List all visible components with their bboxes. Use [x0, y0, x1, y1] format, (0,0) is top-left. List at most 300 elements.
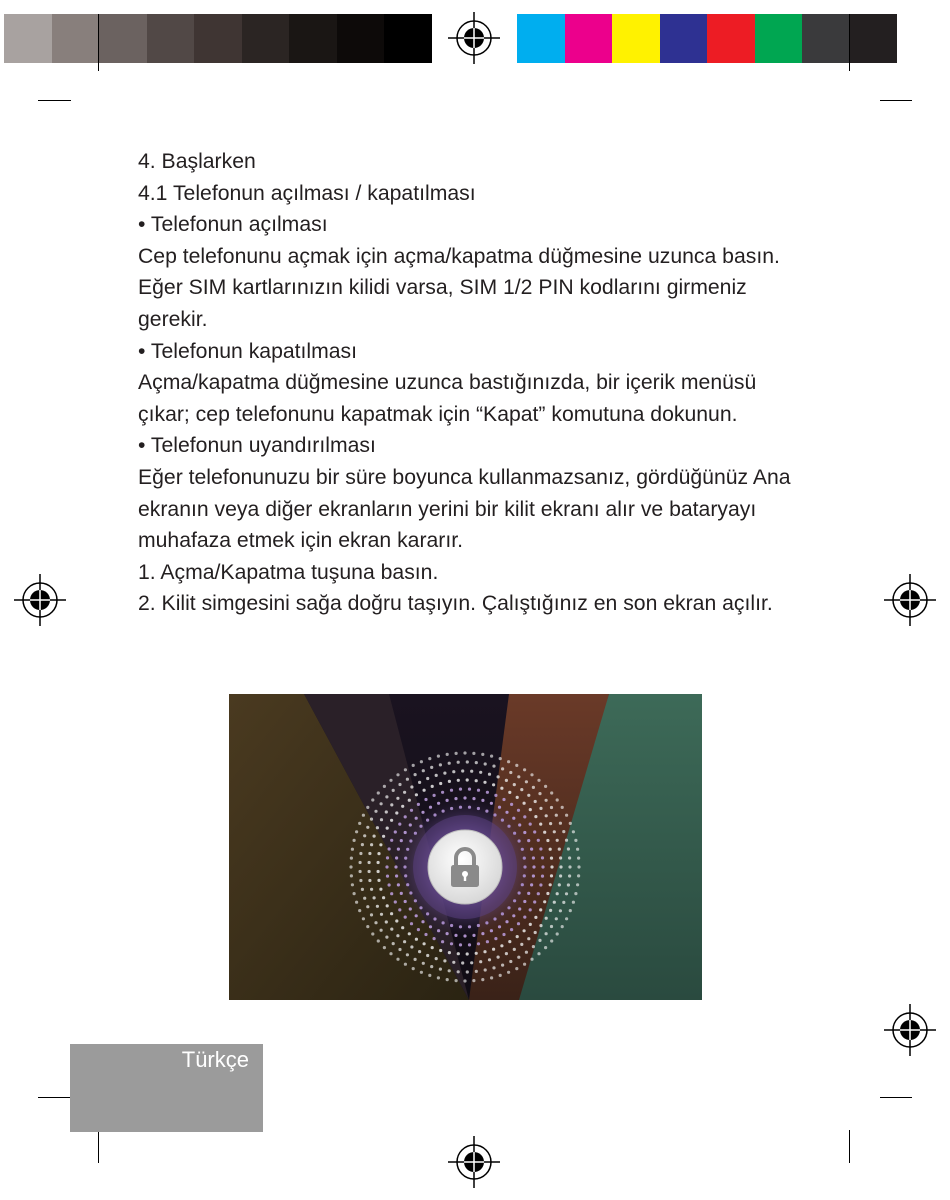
- ring-dot: [520, 943, 523, 946]
- ring-dot: [430, 766, 433, 769]
- ring-dot: [390, 803, 393, 806]
- crop-mark: [849, 14, 850, 71]
- ring-dot: [359, 879, 362, 882]
- ring-dot: [415, 938, 418, 941]
- ring-dot: [380, 913, 383, 916]
- ring-dot: [433, 937, 436, 940]
- ring-dot: [501, 964, 504, 967]
- ring-dot: [353, 892, 356, 895]
- color-swatch: [802, 14, 850, 63]
- ring-dot: [550, 857, 553, 860]
- manual-section: [138, 146, 798, 620]
- ring-dot: [549, 883, 552, 886]
- color-swatch: [337, 14, 385, 63]
- color-swatch: [194, 14, 242, 63]
- color-swatch: [384, 14, 432, 63]
- ring-dot: [539, 823, 542, 826]
- ring-dot: [475, 952, 478, 955]
- color-swatch: [52, 14, 100, 63]
- ring-dot: [508, 791, 511, 794]
- ring-dot: [534, 916, 537, 919]
- ring-dot: [545, 814, 548, 817]
- ring-dot: [486, 940, 489, 943]
- ring-dot: [371, 932, 374, 935]
- ring-dot: [494, 937, 497, 940]
- lock-screen-image: [229, 694, 702, 1000]
- ring-dot: [388, 847, 391, 850]
- ring-dot: [546, 892, 549, 895]
- ring-dot: [395, 919, 398, 922]
- ring-dot: [562, 901, 565, 904]
- ring-dot: [569, 822, 572, 825]
- ring-dot: [539, 908, 542, 911]
- wake-title: • Telefonun uyandırılması: [138, 434, 376, 458]
- ring-dot: [527, 937, 530, 940]
- crop-mark: [880, 1097, 912, 1098]
- ring-dot: [423, 789, 426, 792]
- ring-dot: [382, 896, 385, 899]
- ring-dot: [475, 761, 478, 764]
- ring-dot: [377, 861, 380, 864]
- ring-dot: [532, 945, 535, 948]
- ring-dot: [468, 788, 471, 791]
- crop-mark: [38, 100, 71, 101]
- ring-dot: [414, 773, 417, 776]
- color-calibration-bar: [517, 14, 897, 63]
- ring-dot: [443, 772, 446, 775]
- ring-dot: [515, 764, 518, 767]
- color-swatch: [707, 14, 755, 63]
- ring-dot: [517, 956, 520, 959]
- ring-dot: [373, 896, 376, 899]
- ring-dot: [395, 811, 398, 814]
- ring-dot: [418, 950, 421, 953]
- ring-dot: [549, 909, 552, 912]
- ring-dot: [463, 751, 466, 754]
- grayscale-calibration-bar: [4, 14, 432, 63]
- ring-dot: [508, 940, 511, 943]
- ring-dot: [472, 752, 475, 755]
- ring-dot: [380, 802, 383, 805]
- crop-mark: [38, 1097, 71, 1098]
- registration-mark-icon: [14, 574, 66, 626]
- ring-dot: [404, 768, 407, 771]
- ring-dot: [441, 791, 444, 794]
- ring-dot: [366, 826, 369, 829]
- ring-dot: [499, 974, 502, 977]
- ring-dot: [483, 781, 486, 784]
- ring-dot: [376, 905, 379, 908]
- ring-dot: [567, 847, 570, 850]
- ring-dot: [390, 892, 393, 895]
- ring-dot: [370, 913, 373, 916]
- ring-dot: [351, 848, 354, 851]
- ring-dot: [368, 879, 371, 882]
- ring-dot: [492, 765, 495, 768]
- ring-dot: [574, 839, 577, 842]
- ring-dot: [380, 818, 383, 821]
- ring-dot: [569, 909, 572, 912]
- step-2: 2. Kilit simgesini sağa doğru taşıyın. Çalıştığınız en son ekran açılır.: [138, 592, 773, 616]
- ring-dot: [559, 856, 562, 859]
- ring-dot: [414, 958, 417, 961]
- ring-dot: [466, 760, 469, 763]
- ring-dot: [484, 968, 487, 971]
- ring-dot: [404, 815, 407, 818]
- ring-dot: [492, 783, 495, 786]
- ring-dot: [359, 852, 362, 855]
- power-off-text: Açma/kapatma düğmesine uzunca bastığınızda, bir içerik menüsü çıkar; cep telefonunu kapatmak için “Kapat” komutuna dokunun.: [138, 371, 757, 426]
- ring-dot: [532, 786, 535, 789]
- ring-dot: [529, 823, 532, 826]
- ring-dot: [490, 976, 493, 979]
- ring-dot: [428, 757, 431, 760]
- ring-dot: [392, 942, 395, 945]
- ring-dot: [430, 965, 433, 968]
- ring-dot: [386, 875, 389, 878]
- ring-dot: [390, 928, 393, 931]
- ring-dot: [545, 917, 548, 920]
- ring-dot: [577, 874, 580, 877]
- color-swatch: [99, 14, 147, 63]
- ring-dot: [559, 822, 562, 825]
- ring-dot: [550, 806, 553, 809]
- ring-dot: [385, 810, 388, 813]
- ring-dot: [525, 780, 528, 783]
- ring-dot: [441, 940, 444, 943]
- ring-dot: [366, 905, 369, 908]
- ring-dot: [556, 798, 559, 801]
- ring-dot: [353, 839, 356, 842]
- ring-dot: [500, 787, 503, 790]
- ring-dot: [481, 753, 484, 756]
- ring-dot: [452, 961, 455, 964]
- ring-dot: [455, 979, 458, 982]
- ring-dot: [572, 830, 575, 833]
- ring-dot: [561, 806, 564, 809]
- ring-dot: [558, 883, 561, 886]
- ring-dot: [565, 814, 568, 817]
- ring-dot: [382, 835, 385, 838]
- ring-dot: [374, 810, 377, 813]
- ring-dot: [466, 952, 469, 955]
- ring-dot: [510, 928, 513, 931]
- ring-dot: [530, 773, 533, 776]
- ring-dot: [516, 935, 519, 938]
- ring-dot: [406, 778, 409, 781]
- ring-dot: [379, 888, 382, 891]
- ring-dot: [368, 870, 371, 873]
- ring-dot: [385, 920, 388, 923]
- ring-dot: [370, 888, 373, 891]
- ring-dot: [576, 883, 579, 886]
- power-off-title: • Telefonun kapatılması: [138, 339, 358, 363]
- ring-dot: [507, 971, 510, 974]
- ring-dot: [499, 757, 502, 760]
- language-label: Türkçe: [181, 1047, 249, 1072]
- ring-dot: [457, 952, 460, 955]
- color-swatch: [612, 14, 660, 63]
- ring-dot: [396, 773, 399, 776]
- ring-dot: [468, 943, 471, 946]
- power-on-text: Cep telefonunu açmak için açma/kapatma düğmesine uzunca basın. Eğer SIM kartlarınızın kilidi varsa, SIM 1/2 PIN kodlarını girmeniz gerekir.: [138, 244, 780, 331]
- registration-mark-icon: [884, 1004, 936, 1056]
- ring-dot: [576, 848, 579, 851]
- ring-dot: [374, 921, 377, 924]
- ring-dot: [537, 952, 540, 955]
- ring-dot: [396, 934, 399, 937]
- ring-dot: [392, 789, 395, 792]
- ring-dot: [502, 798, 505, 801]
- ring-dot: [446, 978, 449, 981]
- ring-dot: [396, 797, 399, 800]
- ring-dot: [459, 788, 462, 791]
- ring-dot: [568, 865, 571, 868]
- ring-dot: [380, 929, 383, 932]
- ring-dot: [529, 923, 532, 926]
- ring-dot: [448, 951, 451, 954]
- ring-dot: [523, 916, 526, 919]
- ring-dot: [538, 792, 541, 795]
- ring-dot: [538, 939, 541, 942]
- ring-dot: [486, 791, 489, 794]
- ring-dot: [394, 900, 397, 903]
- ring-dot: [386, 904, 389, 907]
- ring-dot: [443, 959, 446, 962]
- ring-dot: [507, 760, 510, 763]
- ring-dot: [439, 763, 442, 766]
- ring-dot: [534, 800, 537, 803]
- ring-dot: [565, 917, 568, 920]
- ring-dot: [362, 814, 365, 817]
- ring-dot: [423, 942, 426, 945]
- ring-dot: [556, 839, 559, 842]
- ring-dot: [459, 943, 462, 946]
- ring-dot: [558, 848, 561, 851]
- ring-dot: [523, 768, 526, 771]
- color-swatch: [565, 14, 613, 63]
- ring-dot: [448, 762, 451, 765]
- ring-dot: [431, 785, 434, 788]
- ring-dot: [477, 789, 480, 792]
- ring-dot: [377, 939, 380, 942]
- ring-dot: [386, 827, 389, 830]
- ring-dot: [559, 874, 562, 877]
- ring-dot: [366, 806, 369, 809]
- ring-dot: [565, 839, 568, 842]
- ring-dot: [492, 966, 495, 969]
- ring-dot: [501, 767, 504, 770]
- ring-dot: [401, 926, 404, 929]
- ring-dot: [359, 861, 362, 864]
- ring-dot: [523, 963, 526, 966]
- ring-dot: [494, 794, 497, 797]
- ring-dot: [529, 908, 532, 911]
- ring-dot: [368, 861, 371, 864]
- crop-mark: [880, 100, 912, 101]
- ring-dot: [509, 960, 512, 963]
- color-swatch: [242, 14, 290, 63]
- section-heading: 4. Başlarken: [138, 150, 256, 173]
- ring-dot: [529, 808, 532, 811]
- ring-dot: [479, 960, 482, 963]
- ring-dot: [428, 974, 431, 977]
- ring-dot: [516, 796, 519, 799]
- ring-dot: [457, 761, 460, 764]
- ring-dot: [517, 775, 520, 778]
- ring-dot: [376, 826, 379, 829]
- ring-dot: [457, 970, 460, 973]
- ring-dot: [505, 952, 508, 955]
- ring-dot: [541, 856, 544, 859]
- ring-dot: [568, 856, 571, 859]
- ring-dot: [435, 774, 438, 777]
- ring-dot: [466, 778, 469, 781]
- ring-dot: [513, 783, 516, 786]
- step-1: 1. Açma/Kapatma tuşuna basın.: [138, 560, 439, 584]
- color-swatch: [147, 14, 195, 63]
- ring-dot: [448, 780, 451, 783]
- ring-dot: [539, 883, 542, 886]
- ring-dot: [534, 931, 537, 934]
- ring-dot: [406, 953, 409, 956]
- ring-dot: [553, 901, 556, 904]
- ring-dot: [394, 830, 397, 833]
- ring-dot: [470, 961, 473, 964]
- ring-dot: [577, 857, 580, 860]
- ring-dot: [373, 835, 376, 838]
- color-swatch: [755, 14, 803, 63]
- crop-mark: [98, 14, 99, 71]
- ring-dot: [488, 958, 491, 961]
- ring-dot: [450, 942, 453, 945]
- ring-dot: [546, 839, 549, 842]
- ring-dot: [555, 917, 558, 920]
- ring-dot: [490, 755, 493, 758]
- ring-dot: [574, 892, 577, 895]
- ring-dot: [517, 809, 520, 812]
- ring-dot: [481, 978, 484, 981]
- ring-dot: [417, 803, 420, 806]
- ring-dot: [383, 946, 386, 949]
- ring-dot: [410, 809, 413, 812]
- ring-dot: [377, 852, 380, 855]
- ring-dot: [358, 909, 361, 912]
- ring-dot: [463, 979, 466, 982]
- ring-dot: [396, 958, 399, 961]
- ring-dot: [537, 779, 540, 782]
- ring-dot: [455, 752, 458, 755]
- ring-dot: [510, 803, 513, 806]
- ring-dot: [420, 760, 423, 763]
- ring-dot: [475, 779, 478, 782]
- color-swatch: [850, 14, 898, 63]
- ring-dot: [446, 753, 449, 756]
- ring-dot: [403, 791, 406, 794]
- ring-dot: [556, 892, 559, 895]
- ring-dot: [477, 942, 480, 945]
- ring-dot: [361, 843, 364, 846]
- ring-dot: [362, 917, 365, 920]
- ring-dot: [363, 897, 366, 900]
- ring-dot: [544, 785, 547, 788]
- ring-dot: [488, 773, 491, 776]
- ring-dot: [502, 933, 505, 936]
- ring-dot: [550, 925, 553, 928]
- ring-dot: [533, 830, 536, 833]
- ring-dot: [452, 770, 455, 773]
- ring-dot: [543, 831, 546, 834]
- ring-dot: [385, 936, 388, 939]
- ring-dot: [509, 771, 512, 774]
- ring-dot: [351, 883, 354, 886]
- ring-dot: [390, 912, 393, 915]
- registration-mark-icon: [448, 12, 500, 64]
- ring-dot: [422, 962, 425, 965]
- ring-dot: [368, 852, 371, 855]
- ring-dot: [539, 847, 542, 850]
- ring-dot: [517, 922, 520, 925]
- ring-dot: [398, 783, 401, 786]
- ring-dot: [437, 755, 440, 758]
- ring-dot: [523, 929, 526, 932]
- ring-dot: [401, 805, 404, 808]
- ring-dot: [567, 883, 570, 886]
- ring-dot: [525, 951, 528, 954]
- ring-dot: [415, 793, 418, 796]
- ring-dot: [424, 798, 427, 801]
- ring-dot: [435, 957, 438, 960]
- ring-dot: [412, 967, 415, 970]
- ring-dot: [505, 779, 508, 782]
- ring-dot: [412, 764, 415, 767]
- color-swatch: [4, 14, 52, 63]
- ring-dot: [513, 948, 516, 951]
- ring-dot: [527, 794, 530, 797]
- ring-dot: [556, 932, 559, 935]
- ring-dot: [390, 839, 393, 842]
- ring-dot: [545, 932, 548, 935]
- crop-mark: [849, 1130, 850, 1163]
- ring-dot: [550, 939, 553, 942]
- ring-dot: [349, 865, 352, 868]
- ring-dot: [350, 857, 353, 860]
- ring-dot: [390, 819, 393, 822]
- ring-dot: [543, 900, 546, 903]
- lock-screen-illustration: [229, 694, 702, 1000]
- ring-dot: [361, 888, 364, 891]
- registration-mark-icon: [884, 574, 936, 626]
- ring-dot: [484, 762, 487, 765]
- ring-dot: [417, 928, 420, 931]
- language-tab: [70, 1044, 263, 1132]
- ring-dot: [410, 945, 413, 948]
- ring-dot: [515, 967, 518, 970]
- ring-dot: [483, 950, 486, 953]
- ring-dot: [523, 802, 526, 805]
- ring-dot: [403, 940, 406, 943]
- ring-dot: [533, 900, 536, 903]
- ring-dot: [550, 874, 553, 877]
- color-swatch: [517, 14, 565, 63]
- ring-dot: [422, 769, 425, 772]
- ring-dot: [475, 970, 478, 973]
- ring-dot: [550, 865, 553, 868]
- ring-dot: [377, 791, 380, 794]
- ring-dot: [472, 979, 475, 982]
- ring-dot: [461, 961, 464, 964]
- ring-dot: [497, 775, 500, 778]
